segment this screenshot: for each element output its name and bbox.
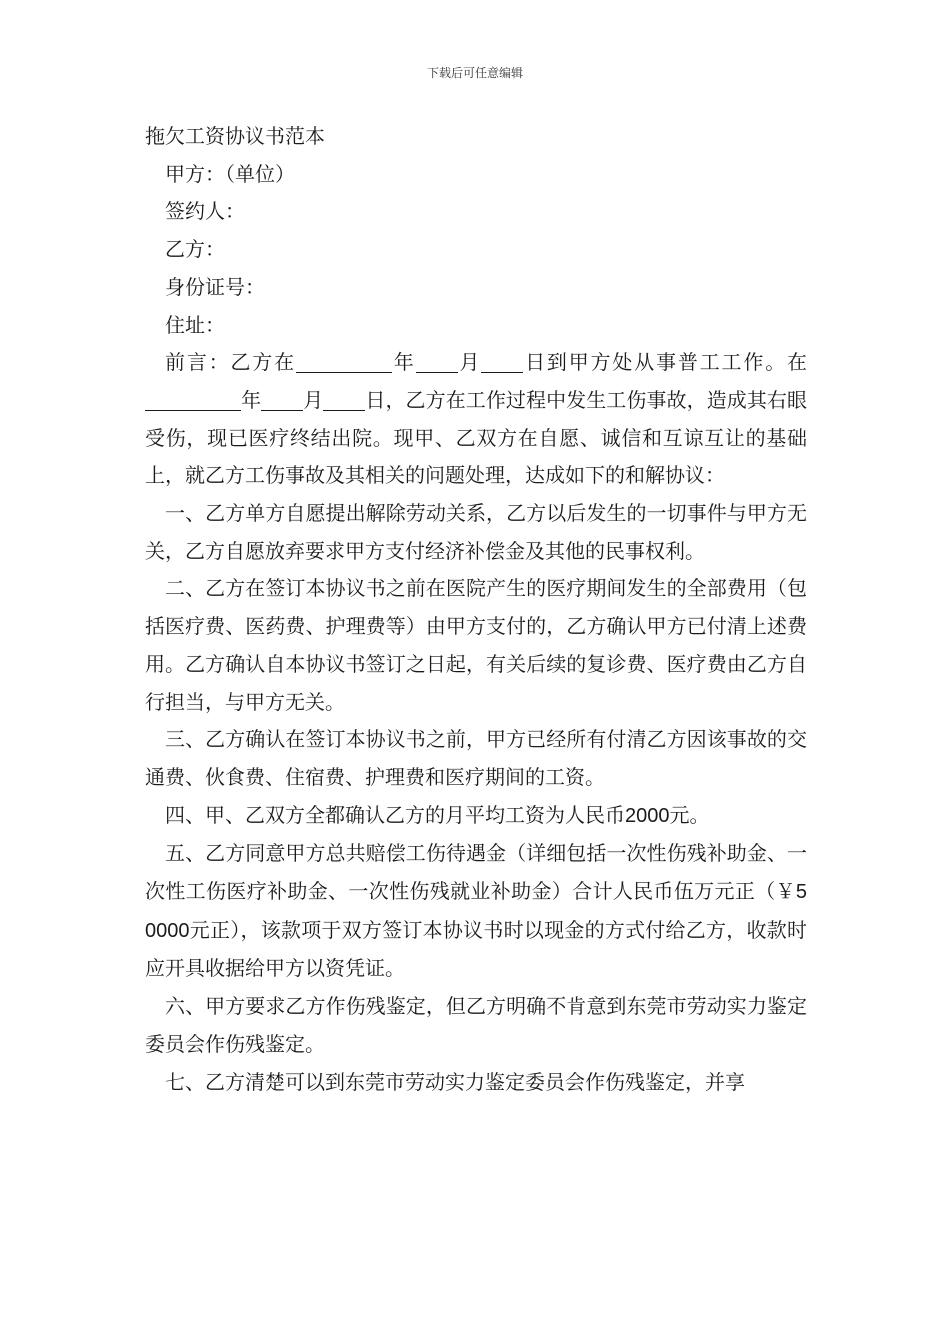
page-header-note: 下载后可任意编辑	[426, 66, 523, 80]
salary-amount: 2000	[625, 804, 670, 827]
preface-text: 日，乙方在工作过程中发生工伤事故，造成其右眼受伤，现已医疗终结出院。现甲、乙双方在自愿、诚信和互谅互让的基础上，就乙方工伤事故及其相关的问题处理，达成如下的和解协议：	[145, 387, 808, 488]
party-a-line: 甲方：（单位）	[165, 161, 295, 186]
preface-text: 前言：乙方在	[165, 350, 296, 375]
clause-4	[145, 797, 807, 836]
id-number-line: 身份证号：	[165, 274, 265, 299]
clause-4-text: 四、甲、乙双方全都确认乙方的月平均工资为人民币	[165, 802, 625, 827]
preface-paragraph	[145, 344, 807, 495]
address-line: 住址：	[165, 312, 225, 337]
clause-7: 七、乙方清楚可以到东莞市劳动实力鉴定委员会作伤残鉴定，并享	[165, 1069, 745, 1094]
signatory-line: 签约人：	[165, 199, 245, 224]
preface-text: 年	[391, 350, 416, 375]
clause-4-text: 元。	[669, 802, 710, 827]
clause-3: 三、乙方确认在签订本协议书之前，甲方已经所有付清乙方因该事故的交通费、伙食费、住宿费、护理费和医疗期间的工资。	[145, 727, 807, 789]
document-title: 拖欠工资协议书范本	[145, 124, 325, 148]
blank-injury-month	[261, 386, 303, 411]
clause-2: 二、乙方在签订本协议书之前在医院产生的医疗期间发生的全部费用（包括医疗费、医药费、护理费等）由甲方支付的，乙方确认甲方已付清上述费用。乙方确认自本协议书签订之日起，有关后续的复诊费、医疗费由乙方自行担当，与甲方无关。	[145, 576, 807, 714]
blank-injury-day	[323, 386, 365, 411]
preface-text: 年	[241, 387, 262, 412]
clause-5	[145, 835, 807, 988]
clause-6: 六、甲方要求乙方作伤残鉴定，但乙方明确不肯意到东莞市劳动实力鉴定委员会作伤残鉴定。	[145, 994, 807, 1056]
clause-5-text: 元正），该款项于双方签订本协议书时以现金的方式付给乙方，收款时应开具收据给甲方以资凭证。	[145, 917, 807, 981]
preface-text: 月	[303, 387, 324, 412]
document-body	[145, 118, 807, 1101]
clause-1: 一、乙方单方自愿提出解除劳动关系，乙方以后发生的一切事件与甲方无关，乙方自愿放弃要求甲方支付经济补偿金及其他的民事权利。	[145, 501, 807, 563]
blank-injury-year	[145, 386, 241, 411]
blank-start-day	[481, 348, 523, 373]
blank-start-year	[296, 348, 392, 373]
clause-5-text: 五、乙方同意甲方总共赔偿工伤待遇金（详细包括一次性伤残补助金、一次性工伤医疗补助金、一次性伤残就业补助金）合计人民币伍万元正（￥	[145, 841, 807, 904]
compensation-amount: 50000	[145, 881, 807, 942]
party-b-line: 乙方：	[165, 237, 225, 262]
preface-text: 月	[457, 350, 482, 375]
blank-start-month	[416, 348, 458, 373]
preface-text: 日到甲方处从事普工工作。在	[523, 350, 808, 375]
